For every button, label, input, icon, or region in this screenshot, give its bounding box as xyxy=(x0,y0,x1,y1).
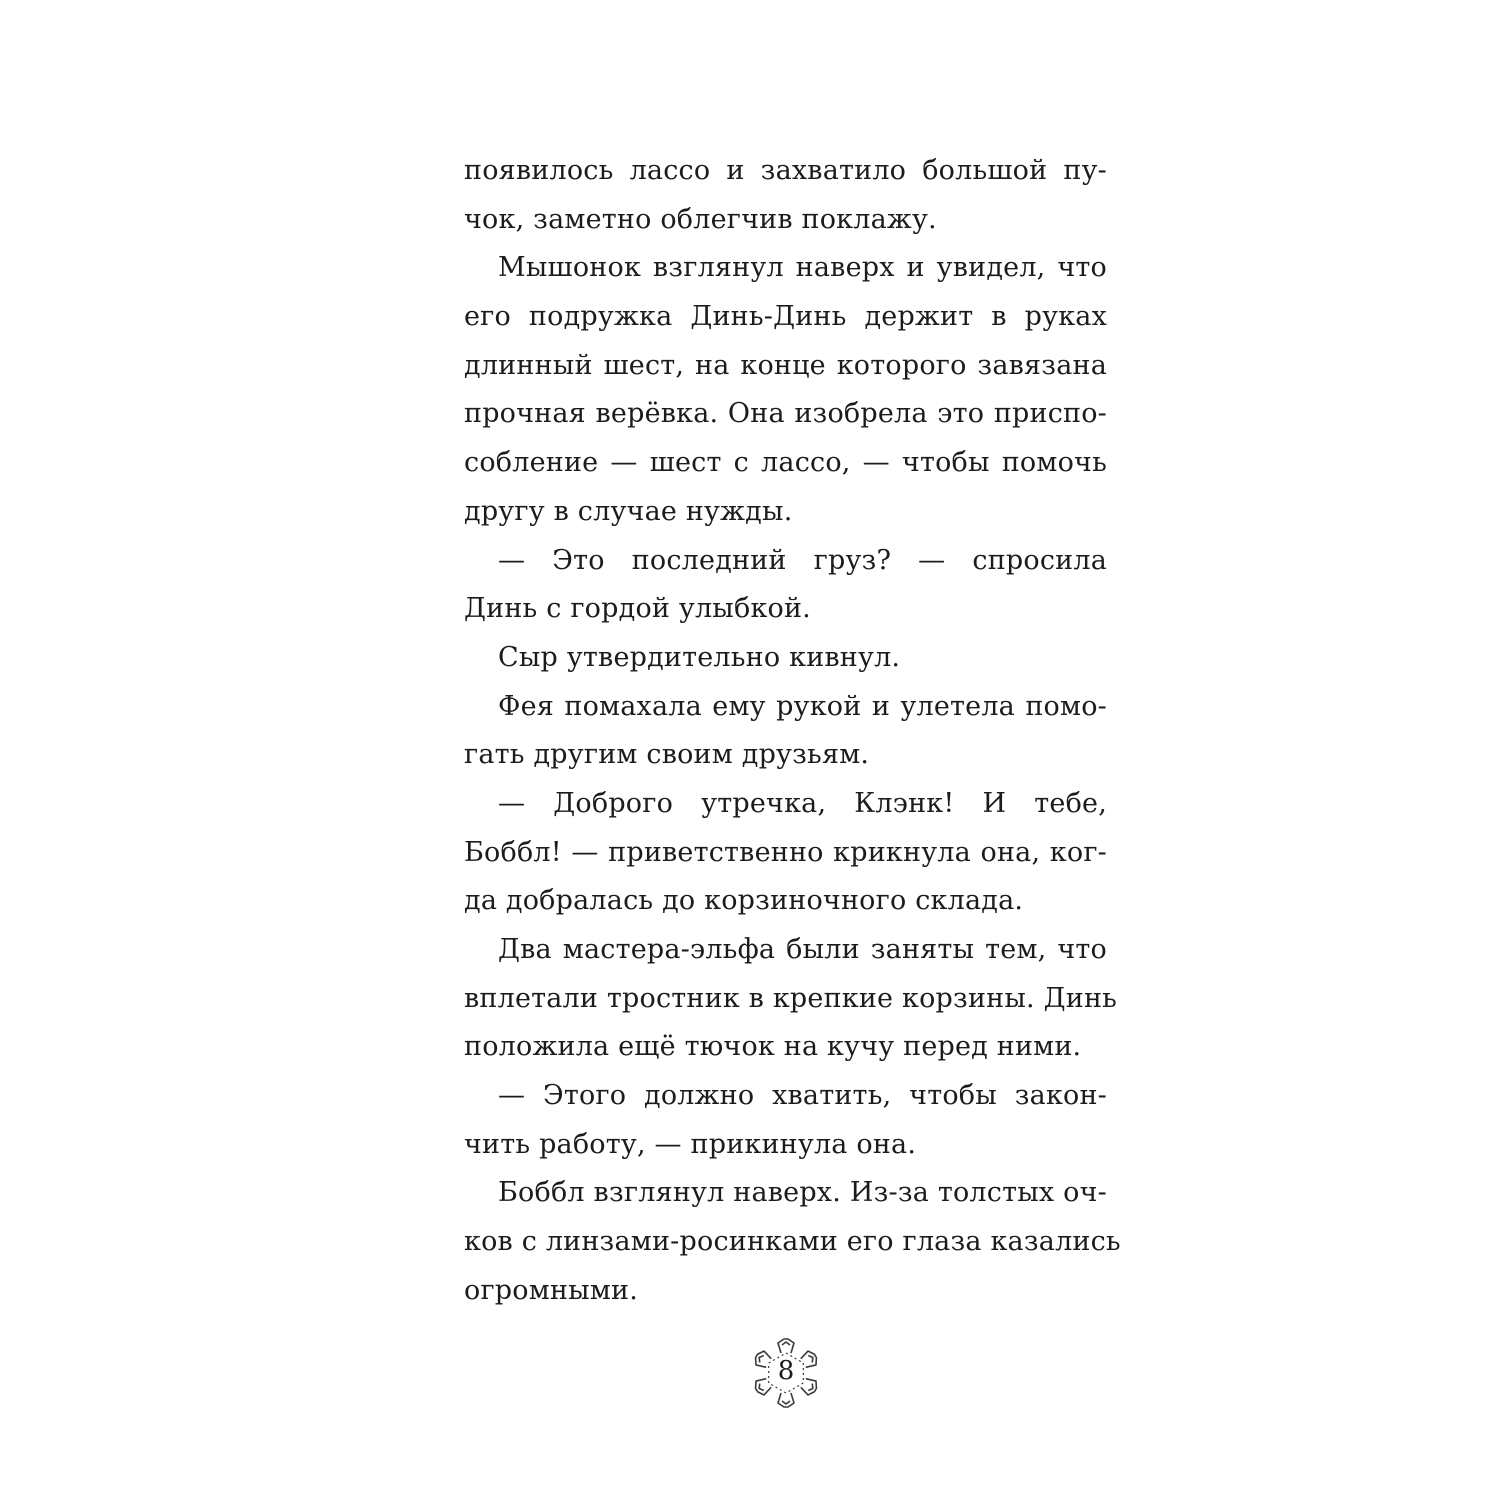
text-line-6: прочная верёвка. Она изобрела это приспо- xyxy=(464,398,1107,430)
text-line-14: — Доброго утречка, Клэнк! И тебе, xyxy=(498,787,1107,819)
text-line-15: Боббл! — приветственно крикнула она, ког- xyxy=(464,836,1107,868)
text-line-22: Боббл взглянул наверх. Из-за толстых оч- xyxy=(498,1177,1107,1209)
text-line-17: Два мастера-эльфа были заняты тем, что xyxy=(498,934,1107,965)
text-line-10: Динь с гордой улыбкой. xyxy=(464,593,811,625)
text-line-18: вплетали тростник в крепкие корзины. Динь xyxy=(464,982,1118,1014)
text-line-4: его подружка Динь-Динь держит в руках xyxy=(464,301,1107,333)
text-line-3: Мышонок взглянул наверх и увидел, что xyxy=(498,252,1107,284)
page-number: 8 xyxy=(777,1356,795,1386)
text-line-2: чок, заметно облегчив поклажу. xyxy=(464,203,937,235)
text-line-16: да добралась до корзиночного склада. xyxy=(464,885,1024,917)
text-line-13: гать другим своим друзьям. xyxy=(464,739,870,771)
text-line-5: длинный шест, на конце которого завязана xyxy=(464,349,1107,381)
text-line-9: — Это последний груз? — спросила xyxy=(498,544,1107,576)
text-line-20: — Этого должно хватить, чтобы закон- xyxy=(498,1080,1107,1112)
text-line-24: огромными. xyxy=(464,1274,639,1306)
text-line-19: положила ещё тючок на кучу перед ними. xyxy=(464,1031,1082,1063)
text-line-8: другу в случае нужды. xyxy=(464,495,793,527)
text-line-1: появилось лассо и захватило большой пу- xyxy=(464,155,1107,186)
text-line-21: чить работу, — прикинула она. xyxy=(464,1128,917,1160)
text-line-23: ков с линзами-росинками его глаза казались xyxy=(464,1226,1121,1258)
body-text xyxy=(464,147,1121,1316)
text-line-7: собление — шест с лассо, — чтобы помочь xyxy=(464,447,1107,479)
text-line-12: Фея помахала ему рукой и улетела помо- xyxy=(498,690,1107,722)
text-line-11: Сыр утвердительно кивнул. xyxy=(498,641,901,673)
page-number-ornament xyxy=(741,1328,831,1418)
